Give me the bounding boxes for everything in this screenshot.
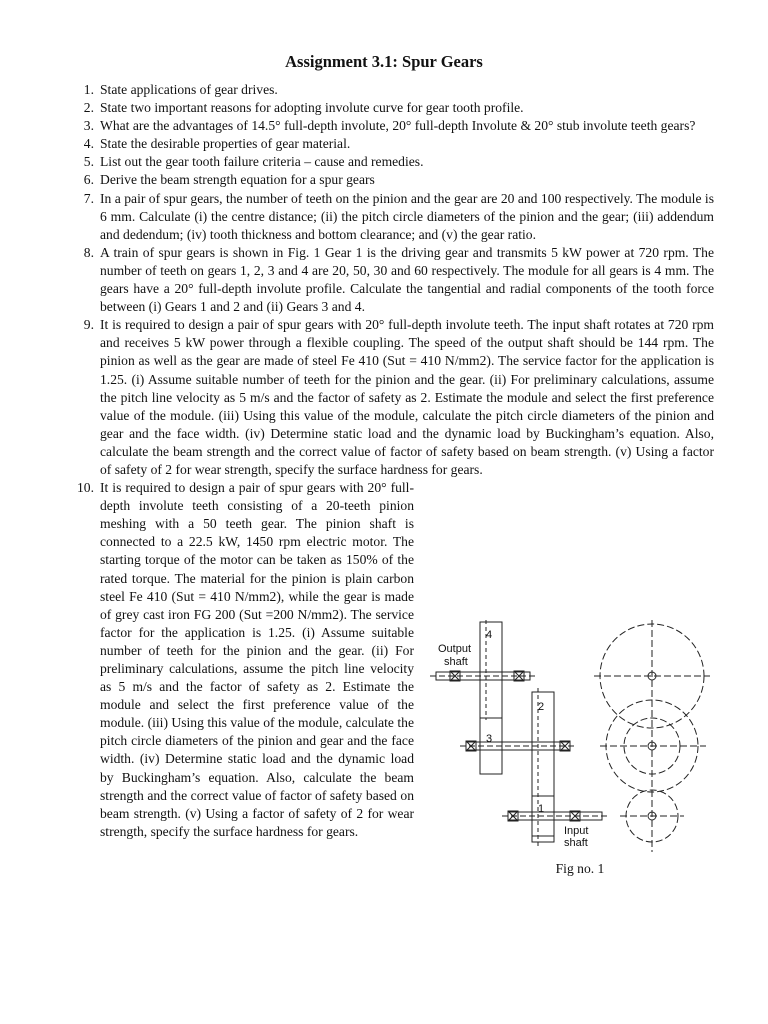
question-number: 8. — [83, 244, 94, 260]
question-number: 9. — [83, 317, 94, 333]
question-item — [70, 171, 714, 189]
question-text: State the desirable properties of gear material. — [100, 136, 351, 152]
output-shaft-label: shaft — [444, 656, 468, 668]
question-text: It is required to design a pair of spur gears with 20° full-depth involute teeth consisting of a 20-teeth pinion meshing with a 50 teeth gear. The pinion shaft is connected to a 22.5 kW, 1450 rpm electric motor. The starting torque of the motor can be taken as 150% of the rated torque. The material for the pinion is plain carbon steel Fe 410 (Sut = 410 N/mm2), while the gear is made of grey cast iron FG 200 (Sut =200 N/mm2). The service factor for the application is 1.25. (i) Assume suitable number of teeth for the pinion and the gear. (ii) For preliminary calculations, assume the pitch line velocity as 5 m/s and the factor of safety as 2. Estimate the module and select the first preference value of the module. (iii) Using this value of the module, calculate the pitch circle diameters of the pinion and gear and the face width. (iv) Determine static load and the dynamic load by Buckingham’s equation. Also, calculate the beam strength and the correct value of factor of safety based on beam strength. (v) Using a factor of safety of 2 for wear strength, specify the surface hardness for gears. — [100, 480, 414, 839]
question-text: It is required to design a pair of spur gears with 20° full-depth involute teeth. The input shaft rotates at 720 rpm and receives 5 kW power through a flexible coupling. The speed of the output shaft should be 144 rpm. The pinion as well as the gear are made of steel Fe 410 (Sut = 410 N/mm2). The service factor for the application is 1.25. (i) Assume suitable number of teeth for the pinion and the gear. (ii) For preliminary calculations, assume the pitch line velocity as 5 m/s and the factor of safety as 2. Estimate the module and select the first preference value of the module. (iii) Using this value of the module, calculate the pitch circle diameters of the pinion and gear and the face width. (iv) Determine static load and the dynamic load by Buckingham’s equation. Also, calculate the beam strength and the correct value of factor of safety based on beam strength. (v) Using a factor of safety of 2 for wear strength, specify the surface hardness for gears. — [100, 317, 714, 477]
gear-3-label: 3 — [486, 733, 493, 745]
question-item — [70, 316, 714, 479]
question-item — [70, 117, 714, 135]
question-text: Derive the beam strength equation for a spur gears — [100, 172, 375, 188]
input-shaft-label: Input — [564, 825, 589, 837]
question-item — [70, 135, 714, 153]
side-view — [594, 620, 710, 852]
question-item — [70, 81, 714, 99]
question-item — [70, 153, 714, 171]
question-item — [70, 244, 714, 316]
question-text: List out the gear tooth failure criteria – cause and remedies. — [100, 154, 424, 170]
question-text: State applications of gear drives. — [100, 82, 278, 97]
question-text: A train of spur gears is shown in Fig. 1 Gear 1 is the driving gear and transmits 5 kW power at 720 rpm. The number of teeth on gears 1, 2, 3 and 4 are 20, 50, 30 and 60 respectively. The module for all gears is 4 mm. The gears have a 20° full-depth involute profile. Calculate the tangential and radial components of the tooth force between (i) Gears 1 and 2 and (ii) Gears 3 and 4. — [100, 244, 714, 315]
question-text: State two important reasons for adopting involute curve for gear tooth profile. — [100, 100, 524, 116]
question-item — [70, 190, 714, 244]
gear-train-diagram — [430, 620, 730, 860]
question-number: 4. — [83, 136, 94, 152]
question-item — [70, 99, 714, 117]
gear-4-label: 4 — [486, 629, 493, 641]
question-number: 7. — [83, 190, 94, 206]
input-shaft-label: shaft — [564, 837, 588, 849]
page-title: Assignment 3.1: Spur Gears — [285, 52, 483, 71]
question-number: 10. — [77, 480, 94, 496]
gear-2-label: 2 — [538, 701, 545, 713]
question-number: 1. — [83, 82, 94, 97]
gear-train-figure — [430, 620, 730, 860]
question-number: 3. — [83, 118, 94, 134]
output-shaft-label: Output — [438, 643, 472, 655]
question-number: 6. — [83, 172, 94, 188]
figure-caption: Fig no. 1 — [555, 861, 605, 876]
question-text: In a pair of spur gears, the number of teeth on the pinion and the gear are 20 and 100 respectively. The module is 6 mm. Calculate (i) the centre distance; (ii) the pitch circle diameters of the pinion and the gear; (iii) addendum and dedendum; (iv) tooth thickness and bottom clearance; and (v) the gear ratio. — [100, 190, 714, 242]
question-number: 2. — [83, 100, 94, 116]
gear-1-label: 1 — [538, 803, 545, 815]
question-number: 5. — [83, 154, 94, 170]
question-text: What are the advantages of 14.5° full-depth involute, 20° full-depth Involute & 20° stub involute teeth gears? — [100, 118, 696, 134]
